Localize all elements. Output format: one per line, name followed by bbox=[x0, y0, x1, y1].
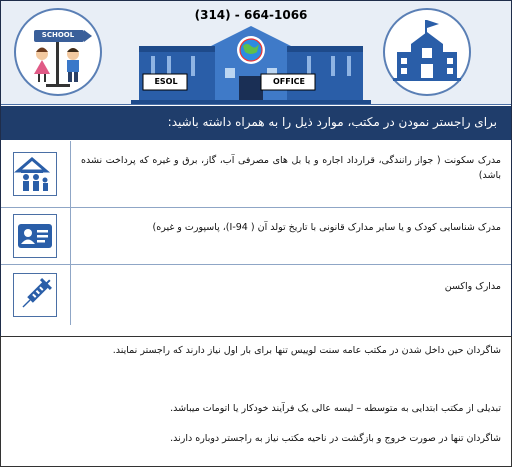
note-reregister: شاگردان تنها در صورت خروج و بازگشت در ناحیه مکتب نیاز به راجستر دوباره دارند. bbox=[170, 433, 501, 444]
school-kids-icon bbox=[14, 8, 102, 96]
vaccine-syringe-icon bbox=[13, 273, 57, 317]
requirements-title: برای راجستر نمودن در مکتب، موارد ذیل را به همراه داشته باشید: bbox=[167, 115, 497, 129]
note-automatic-transition: تبدیلی از مکتب ابتدایی به متوسطه – لیسه عالی یک فرآیند خودکار یا اتومات میباشد. bbox=[170, 403, 501, 414]
requirement-row-vaccine bbox=[1, 265, 511, 325]
registration-notes-box bbox=[0, 336, 512, 467]
note-first-time: شاگردان حین داخل شدن در مکتب عامه سنت لوییس تنها برای بار اول نیاز دارند که راجستر نمایند. bbox=[112, 345, 501, 356]
requirement-text: مدارک واکسن bbox=[444, 281, 501, 292]
id-card-icon bbox=[13, 214, 57, 258]
requirement-row-residence bbox=[1, 141, 511, 207]
esol-sign: ESOL bbox=[154, 77, 178, 86]
requirement-text: مدرک شناسایی کودک و یا سایر مدارک قانونی با تاریخ تولد آن ( I-94)، پاسپورت و غیره) bbox=[152, 222, 501, 233]
requirement-row-identity bbox=[1, 208, 511, 264]
requirement-icon-cell bbox=[1, 141, 71, 207]
requirements-title-bar bbox=[1, 106, 511, 140]
requirement-icon-cell bbox=[1, 265, 71, 325]
phone-number: (314) - 664-1066 bbox=[194, 8, 308, 22]
requirement-icon-cell bbox=[1, 208, 71, 264]
requirement-text: مدرک سکونت ( جواز رانندگی، قرارداد اجاره و یا بل های مصرفی آب، گاز، برق و غیره که پرداخت نشده باشد) bbox=[81, 155, 501, 181]
esol-office-building-icon bbox=[131, 24, 371, 108]
school-sign-label: SCHOOL bbox=[41, 31, 75, 39]
family-house-icon bbox=[13, 152, 57, 196]
school-building-icon bbox=[383, 8, 471, 96]
office-sign: OFFICE bbox=[272, 77, 306, 86]
